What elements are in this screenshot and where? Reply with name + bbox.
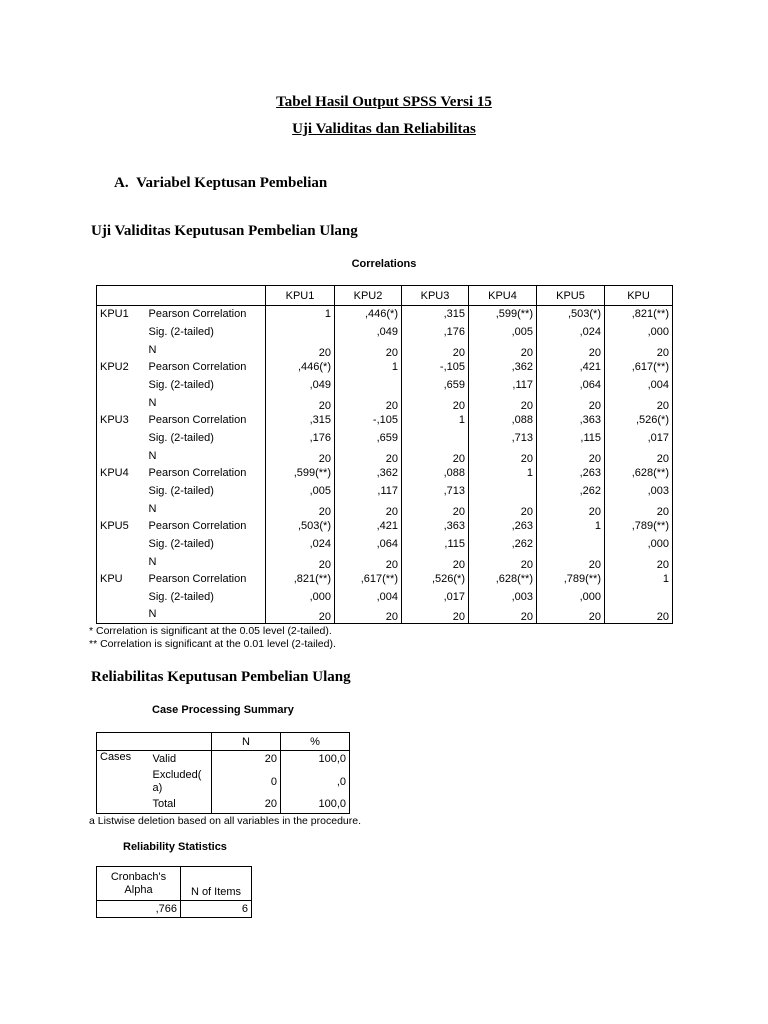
cell: ,017 xyxy=(402,588,469,606)
stat-label: Pearson Correlation xyxy=(148,308,247,321)
cell: 0 xyxy=(212,768,281,796)
table-row xyxy=(97,394,673,412)
cell: ,713 xyxy=(469,429,537,447)
cell: 20 xyxy=(335,553,402,571)
reliability-stats-wrap xyxy=(96,866,252,918)
col-header: KPU5 xyxy=(537,286,605,306)
section-marker: A. xyxy=(114,175,129,191)
header-corner xyxy=(97,286,266,306)
cell: 20 xyxy=(402,500,469,518)
header-corner xyxy=(97,733,212,751)
cell: ,659 xyxy=(402,376,469,394)
row-group-label xyxy=(97,394,146,412)
cell: ,004 xyxy=(335,588,402,606)
cell: ,362 xyxy=(469,359,537,376)
cell: ,628(**) xyxy=(605,465,673,482)
stat-label: N xyxy=(148,555,157,568)
cell: ,005 xyxy=(266,482,335,500)
stat-label: Pearson Correlation xyxy=(148,573,247,585)
row-group-label xyxy=(97,588,146,606)
cell: 20 xyxy=(402,341,469,359)
table-row xyxy=(97,306,673,323)
row-label: Total xyxy=(152,798,176,811)
case-summary-table xyxy=(96,732,350,814)
cell: 20 xyxy=(537,394,605,412)
cell: 100,0 xyxy=(281,751,350,768)
col-header-pct: % xyxy=(281,733,350,751)
cell: 20 xyxy=(402,394,469,412)
cell: ,362 xyxy=(335,465,402,482)
cell: ,000 xyxy=(537,588,605,606)
table-row xyxy=(97,323,673,341)
cell: 20 xyxy=(469,394,537,412)
cell: ,000 xyxy=(605,323,673,341)
row-group-label: Cases xyxy=(100,751,132,763)
case-summary-title: Case Processing Summary xyxy=(152,704,294,716)
row-label: Valid xyxy=(152,753,177,766)
cell: 20 xyxy=(266,553,335,571)
cell: ,263 xyxy=(469,518,537,535)
table-row xyxy=(97,796,350,814)
correlations-table xyxy=(96,285,673,624)
table-row xyxy=(97,412,673,429)
section-label: Variabel Keptusan Pembelian xyxy=(136,175,328,191)
cell: ,789(**) xyxy=(537,571,605,588)
cell: ,526(*) xyxy=(402,571,469,588)
stat-label: Sig. (2-tailed) xyxy=(148,378,214,391)
cell: ,526(*) xyxy=(605,412,673,429)
reliability-stats-header-row xyxy=(97,867,252,901)
row-group-label xyxy=(97,768,150,796)
col-header: KPU4 xyxy=(469,286,537,306)
table-row xyxy=(97,429,673,447)
validity-heading: Uji Validitas Keputusan Pembelian Ulang xyxy=(91,223,358,239)
row-group-label: KPU4 xyxy=(100,467,129,479)
row-group-label xyxy=(97,606,146,624)
cell: ,117 xyxy=(335,482,402,500)
correlations-header-row xyxy=(97,286,673,306)
cell: 20 xyxy=(469,447,537,465)
row-group-label xyxy=(97,482,146,500)
table-row xyxy=(97,376,673,394)
cell: ,176 xyxy=(402,323,469,341)
cell: ,599(**) xyxy=(469,306,537,323)
cell: ,003 xyxy=(469,588,537,606)
row-group-label xyxy=(97,535,146,553)
n-items-value: 6 xyxy=(181,901,252,918)
footnote-01: ** Correlation is significant at the 0.01 level (2-tailed). xyxy=(89,638,336,650)
stat-label: Sig. (2-tailed) xyxy=(148,431,214,444)
cell: ,821(**) xyxy=(266,571,335,588)
cell: ,821(**) xyxy=(605,306,673,323)
stat-label: N xyxy=(148,396,157,409)
case-summary-wrap xyxy=(96,732,350,814)
cell: 20 xyxy=(469,606,537,624)
cell: ,064 xyxy=(537,376,605,394)
cell: ,421 xyxy=(537,359,605,376)
cell: ,000 xyxy=(605,535,673,553)
stat-label: Pearson Correlation xyxy=(148,414,247,426)
cell: ,017 xyxy=(605,429,673,447)
cell: 20 xyxy=(469,341,537,359)
cell: 20 xyxy=(266,394,335,412)
col-header: KPU xyxy=(605,286,673,306)
cell: 20 xyxy=(212,796,281,814)
cell: 1 xyxy=(605,571,673,588)
cell: 20 xyxy=(335,341,402,359)
document-subtitle: Uji Validitas dan Reliabilitas xyxy=(292,121,476,137)
cell: 1 xyxy=(469,465,537,482)
row-group-label xyxy=(97,323,146,341)
cell xyxy=(335,376,402,394)
cell: ,117 xyxy=(469,376,537,394)
cell: ,262 xyxy=(469,535,537,553)
row-group-label xyxy=(97,500,146,518)
cell: ,049 xyxy=(335,323,402,341)
stat-label: Pearson Correlation xyxy=(148,520,247,532)
row-group-label: KPU xyxy=(100,573,123,585)
cell: ,503(*) xyxy=(266,518,335,535)
stat-label: Pearson Correlation xyxy=(148,361,247,373)
stat-label: N xyxy=(148,502,157,515)
cell: ,088 xyxy=(469,412,537,429)
table-row xyxy=(97,500,673,518)
cell: 20 xyxy=(402,553,469,571)
col-header-n-items: N of Items xyxy=(181,867,252,901)
stat-label: Sig. (2-tailed) xyxy=(148,325,214,338)
cell: 20 xyxy=(469,500,537,518)
cell: 1 xyxy=(402,412,469,429)
table-row xyxy=(97,535,673,553)
cell: ,789(**) xyxy=(605,518,673,535)
cell: 20 xyxy=(469,553,537,571)
table-row xyxy=(97,571,673,588)
cell: 20 xyxy=(605,447,673,465)
row-group-label xyxy=(97,796,150,814)
cell: 20 xyxy=(212,751,281,768)
cell: 20 xyxy=(605,341,673,359)
cell: ,421 xyxy=(335,518,402,535)
cell: 20 xyxy=(537,606,605,624)
table-row xyxy=(97,751,350,768)
cell: ,049 xyxy=(266,376,335,394)
cell: ,024 xyxy=(266,535,335,553)
cell: ,024 xyxy=(537,323,605,341)
cell: ,088 xyxy=(402,465,469,482)
row-group-label xyxy=(97,341,146,359)
cell: ,363 xyxy=(402,518,469,535)
cell: 20 xyxy=(335,394,402,412)
cell: ,599(**) xyxy=(266,465,335,482)
document-title: Tabel Hasil Output SPSS Versi 15 xyxy=(276,94,492,110)
row-group-label: KPU5 xyxy=(100,520,129,532)
table-row xyxy=(97,901,252,918)
cell: 1 xyxy=(335,359,402,376)
row-group-label: KPU1 xyxy=(100,308,129,321)
cell xyxy=(402,429,469,447)
cell: ,176 xyxy=(266,429,335,447)
table-row xyxy=(97,341,673,359)
reliability-stats-title: Reliability Statistics xyxy=(123,841,227,853)
cell: ,628(**) xyxy=(469,571,537,588)
stat-label: N xyxy=(148,608,157,621)
cell: 100,0 xyxy=(281,796,350,814)
cell: -,105 xyxy=(402,359,469,376)
row-group-label: KPU2 xyxy=(100,361,129,373)
cell: ,000 xyxy=(266,588,335,606)
cell: ,446(*) xyxy=(266,359,335,376)
cell xyxy=(537,535,605,553)
cell: 20 xyxy=(537,553,605,571)
cell: ,115 xyxy=(537,429,605,447)
alpha-value: ,766 xyxy=(155,903,177,915)
row-group-label xyxy=(97,447,146,465)
table-row xyxy=(97,553,673,571)
stat-label: Pearson Correlation xyxy=(148,467,247,479)
cell: 20 xyxy=(266,341,335,359)
table-row xyxy=(97,359,673,376)
row-group-label xyxy=(97,429,146,447)
cell: ,617(**) xyxy=(605,359,673,376)
cell: 20 xyxy=(335,500,402,518)
cell xyxy=(266,323,335,341)
section-a-heading xyxy=(114,175,327,192)
stat-label: N xyxy=(148,343,157,356)
cell: ,363 xyxy=(537,412,605,429)
table-row xyxy=(97,606,673,624)
cell: 20 xyxy=(537,500,605,518)
cell: -,105 xyxy=(335,412,402,429)
stat-label: Sig. (2-tailed) xyxy=(148,590,214,603)
cell: ,503(*) xyxy=(537,306,605,323)
cell: 20 xyxy=(402,447,469,465)
case-summary-header-row xyxy=(97,733,350,751)
stat-label: Sig. (2-tailed) xyxy=(148,537,214,550)
correlations-table-title: Correlations xyxy=(351,258,417,270)
cell xyxy=(469,482,537,500)
correlations-table-wrap xyxy=(96,285,673,624)
reliability-heading: Reliabilitas Keputusan Pembelian Ulang xyxy=(91,669,351,685)
cell: ,315 xyxy=(266,412,335,429)
cell: ,115 xyxy=(402,535,469,553)
col-header-alpha: Cronbach's Alpha xyxy=(97,867,181,901)
cell: ,005 xyxy=(469,323,537,341)
cell xyxy=(605,588,673,606)
case-summary-footnote: a Listwise deletion based on all variables in the procedure. xyxy=(89,815,362,827)
row-group-label xyxy=(97,376,146,394)
cell: ,617(**) xyxy=(335,571,402,588)
col-header: KPU3 xyxy=(402,286,469,306)
cell: 1 xyxy=(537,518,605,535)
table-row xyxy=(97,518,673,535)
cell: ,659 xyxy=(335,429,402,447)
cell: ,713 xyxy=(402,482,469,500)
row-group-label: KPU3 xyxy=(100,414,129,426)
cell: 20 xyxy=(605,553,673,571)
cell: 1 xyxy=(266,306,335,323)
cell: 20 xyxy=(266,447,335,465)
row-label: Excluded( a) xyxy=(152,768,202,794)
table-row xyxy=(97,447,673,465)
cell: 20 xyxy=(266,606,335,624)
cell: ,262 xyxy=(537,482,605,500)
table-row xyxy=(97,768,350,796)
cell: 20 xyxy=(266,500,335,518)
cell: ,315 xyxy=(402,306,469,323)
cell: 20 xyxy=(335,606,402,624)
cell: 20 xyxy=(605,606,673,624)
col-header: KPU2 xyxy=(335,286,402,306)
stat-label: Sig. (2-tailed) xyxy=(148,484,214,497)
cell: ,263 xyxy=(537,465,605,482)
reliability-stats-table xyxy=(96,866,252,918)
row-group-label xyxy=(97,553,146,571)
cell: ,004 xyxy=(605,376,673,394)
col-header: KPU1 xyxy=(266,286,335,306)
col-header-n: N xyxy=(212,733,281,751)
table-row xyxy=(97,588,673,606)
cell: ,064 xyxy=(335,535,402,553)
cell: 20 xyxy=(335,447,402,465)
cell: 20 xyxy=(537,341,605,359)
cell: ,003 xyxy=(605,482,673,500)
cell: 20 xyxy=(537,447,605,465)
footnote-05: * Correlation is significant at the 0.05 level (2-tailed). xyxy=(89,625,332,637)
cell: ,446(*) xyxy=(335,306,402,323)
table-row xyxy=(97,465,673,482)
cell: 20 xyxy=(605,500,673,518)
table-row xyxy=(97,482,673,500)
stat-label: N xyxy=(148,449,157,462)
cell: 20 xyxy=(605,394,673,412)
cell: 20 xyxy=(402,606,469,624)
cell: ,0 xyxy=(281,768,350,796)
